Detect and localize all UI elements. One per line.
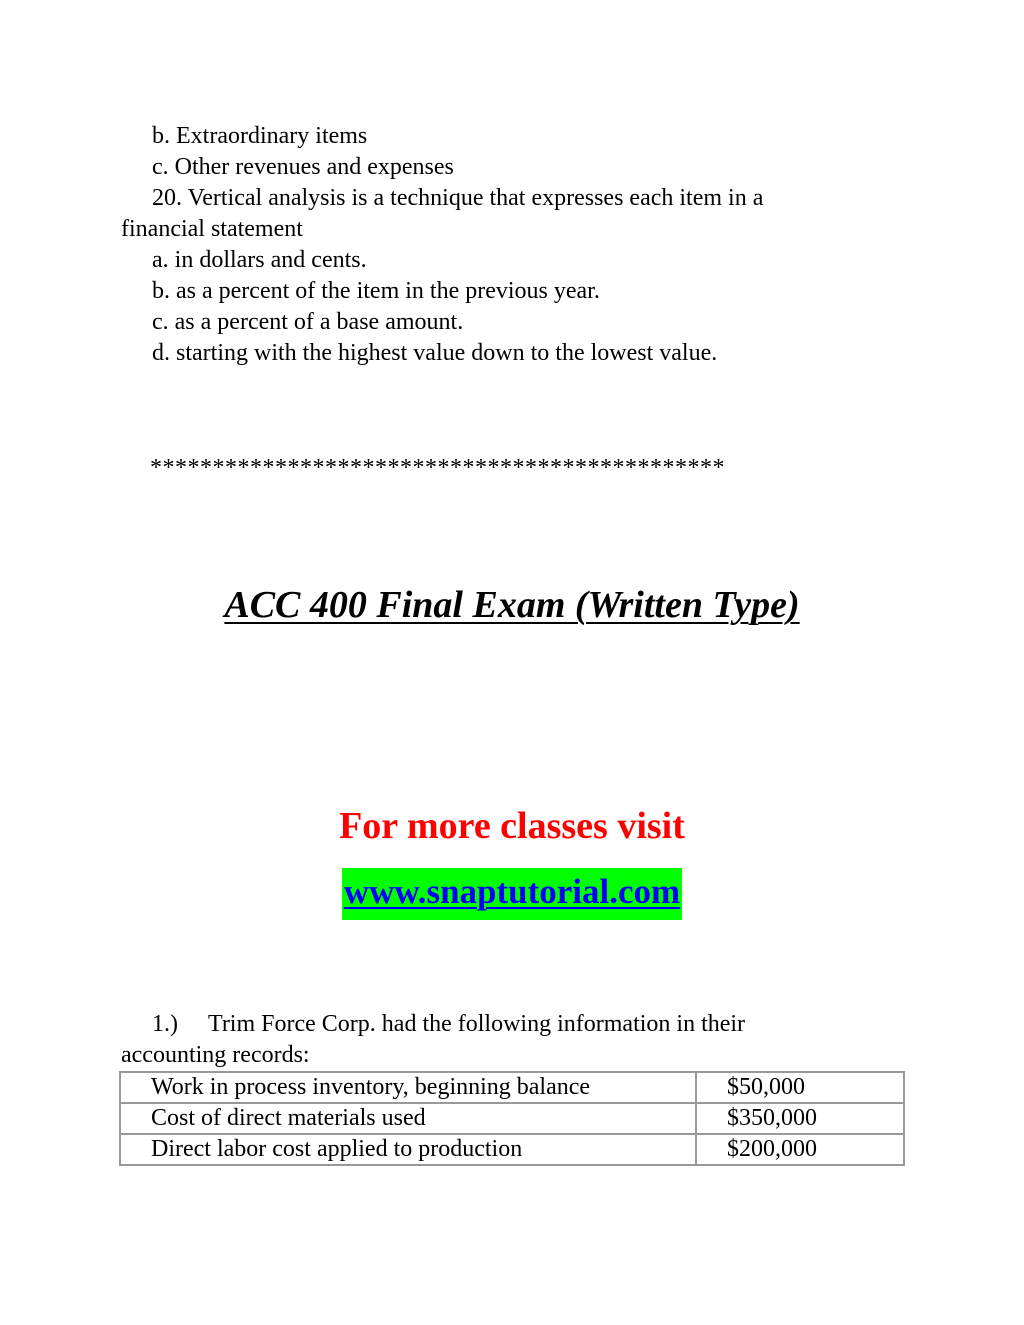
table-row xyxy=(120,1103,904,1134)
table-cell-amount: $50,000 xyxy=(696,1072,904,1103)
table-cell-item: Work in process inventory, beginning balance xyxy=(120,1072,696,1103)
question-20-text-line2: financial statement xyxy=(121,216,303,242)
question-20-option-b: b. as a percent of the item in the previous year. xyxy=(152,278,600,304)
table-cell-item: Direct labor cost applied to production xyxy=(120,1134,696,1165)
question-1-text-line1: Trim Force Corp. had the following information in their xyxy=(208,1011,746,1037)
question-20-text-line1: 20. Vertical analysis is a technique that expresses each item in a xyxy=(152,185,764,211)
option-c-other-revenues: c. Other revenues and expenses xyxy=(152,154,454,180)
promo-text: For more classes visit xyxy=(339,805,685,847)
table-cell-item: Cost of direct materials used xyxy=(120,1103,696,1134)
promo-link-container xyxy=(0,868,1024,920)
separator-stars: ********************************************** xyxy=(150,455,725,481)
question-1-text-line2: accounting records: xyxy=(121,1042,310,1068)
table-row xyxy=(120,1072,904,1103)
table-cell-amount: $350,000 xyxy=(696,1103,904,1134)
table-row xyxy=(120,1134,904,1165)
snaptutorial-link[interactable]: www.snaptutorial.com xyxy=(342,868,682,920)
question-20-option-c: c. as a percent of a base amount. xyxy=(152,309,464,335)
table-cell-amount: $200,000 xyxy=(696,1134,904,1165)
question-20-option-d: d. starting with the highest value down to the lowest value. xyxy=(152,340,718,366)
accounting-records-table xyxy=(119,1071,905,1166)
exam-title: ACC 400 Final Exam (Written Type) xyxy=(224,584,800,626)
question-20-option-a: a. in dollars and cents. xyxy=(152,247,367,273)
question-1-number: 1.) xyxy=(152,1011,178,1037)
option-b-extraordinary-items: b. Extraordinary items xyxy=(152,123,368,149)
